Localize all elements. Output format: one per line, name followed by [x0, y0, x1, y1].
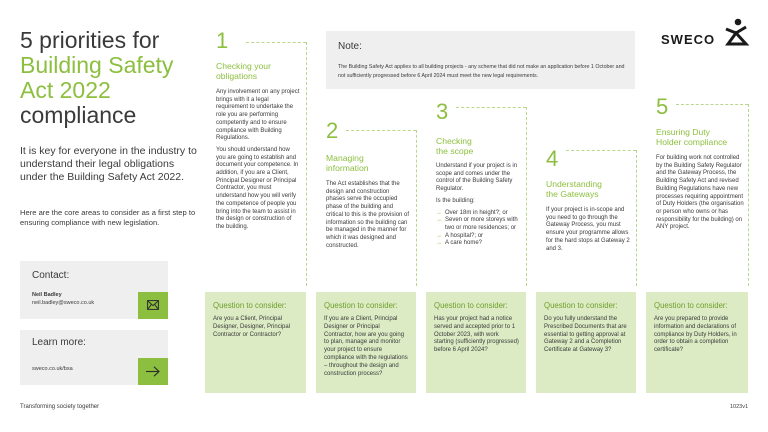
priority-3-paragraph-1: Understand if your project is in scope and comes under the control of the Building Safety Regulator. [436, 163, 518, 193]
priority-2-body [326, 181, 410, 254]
contact-email[interactable]: neil.badley@sweco.co.uk [32, 300, 95, 306]
question-3-text: Has your project had a notice served and accepted prior to 1 October 2023, with work starting (sufficiently progressed) before 6 April 2024? [434, 316, 519, 354]
learn-more-button[interactable] [138, 358, 168, 385]
priority-1-body [216, 89, 300, 236]
question-box-2 [316, 292, 416, 393]
priority-2-heading-line-2: information [326, 163, 369, 173]
contact-title: Contact: [32, 270, 70, 281]
priority-5-heading [656, 127, 751, 147]
priority-1-heading-line-2: obligations [216, 71, 258, 81]
question-1-title: Question to consider: [213, 301, 287, 310]
priority-4-body [546, 207, 630, 257]
priority-3-bullet-list [436, 210, 520, 249]
title-line-1: 5 priorities for [20, 27, 160, 53]
sweco-figure-icon [722, 18, 750, 48]
title-line-3: Act 2022 [20, 77, 111, 103]
question-5-text: Are you prepared to provide information and declarations of compliance by Duty Holders, in order to obtain a completion certificate? [654, 316, 737, 354]
connector-4 [566, 150, 636, 151]
priority-3-heading [436, 136, 526, 156]
connector-1 [246, 42, 306, 43]
priority-5-body [656, 155, 744, 236]
priority-4-paragraph-1: If your project is in-scope and you need to go through the Gateway Process, you must ensure your programme allows for the hard stops at Gateway 2 and 3. [546, 207, 630, 252]
question-2-text: If you are a Client, Principal Designer or Principal Contractor, how are you going to plan, manage and monitor your project to ensure compliance with the regulations – throughout the design and construction process? [324, 316, 408, 377]
priority-4-heading-line-2: the Gateways [546, 189, 599, 199]
priority-3-bullet-1: → Over 18m in height?; or [436, 210, 520, 218]
priority-1-paragraph-1: Any involvement on any project brings with it a legal requirement to undertake the role you are performing competently and to ensure compliance with Building Regulations. [216, 89, 300, 142]
footer-tagline: Transforming society together [20, 404, 100, 410]
question-4-title: Question to consider: [544, 301, 618, 310]
learn-more-title: Learn more: [32, 337, 86, 348]
connector-4-v [636, 150, 637, 286]
priority-2-heading [326, 153, 416, 173]
footer-code: 1023v1 [729, 404, 748, 410]
priority-3-bullet-3: → A hospital?; or [436, 233, 520, 241]
priority-5-heading-line-1: Ensuring Duty [656, 127, 710, 137]
priority-5-heading-line-2: Holder compliance [656, 137, 728, 147]
connector-2 [346, 130, 416, 131]
title-line-4: compliance [20, 102, 137, 128]
email-button[interactable] [138, 292, 168, 319]
priority-5-number: 5 [656, 94, 669, 119]
intro-text: Here are the core areas to consider as a first step to ensuring compliance with new legislation. [20, 208, 196, 227]
priority-2-heading-line-1: Managing [326, 153, 364, 163]
question-box-3 [426, 292, 526, 393]
contact-name: Neil Badley [32, 292, 62, 298]
priority-1-number: 1 [216, 28, 229, 53]
connector-2-v [416, 130, 417, 286]
title-line-2: Building Safety [20, 52, 174, 78]
question-1-text: Are you a Client, Principal Designer, Designer, Principal Contractor or Contractor? [213, 316, 291, 338]
priority-5-paragraph-1: For building work not controlled by the Building Safety Regulator and the Gateway Process, the Building Safety Act and revised Building Regulations have new processes requiring appointment of Duty Holders (the organisation or person who owns or has responsibility for the building) on ANY project. [656, 155, 744, 231]
priority-3-heading-line-2: the scope [436, 146, 474, 156]
priority-3-number: 3 [436, 99, 449, 124]
learn-more-link[interactable]: sweco.co.uk/bsa [32, 366, 73, 372]
lead-text: It is key for everyone in the industry to understand their legal obligations under the Building Safety Act 2022. [20, 145, 197, 183]
priority-3-bullet-4: → A care home? [436, 240, 520, 248]
question-5-title: Question to consider: [654, 301, 728, 310]
priority-1-heading [216, 61, 306, 81]
priority-3-bullet-2: → Seven or more storeys with two or more residences; or [436, 217, 520, 232]
note-text: The Building Safety Act applies to all building projects - any scheme that did not make an application before 1 October and not sufficiently progressed before 6 April 2024 must meet the new legal requirements. [338, 64, 625, 79]
connector-3 [456, 107, 526, 108]
connector-5 [676, 104, 748, 105]
page-title [20, 28, 200, 128]
question-2-title: Question to consider: [324, 301, 398, 310]
priority-2-paragraph-1: The Act establishes that the design and construction phases serve the occupied phase of the building and critical to this is the provision of information so the building can be managed in the manner for which it was designed and constructed. [326, 181, 410, 249]
connector-3-v [526, 107, 527, 286]
question-box-5 [646, 292, 748, 393]
priority-3-paragraph-2: Is the building: [436, 197, 475, 204]
priority-4-heading [546, 179, 636, 199]
question-box-1 [205, 292, 306, 393]
note-box [326, 31, 635, 89]
connector-1-v [306, 42, 307, 286]
priority-3-heading-line-1: Checking [436, 136, 472, 146]
priority-2-number: 2 [326, 118, 339, 143]
priority-3-body [436, 163, 520, 248]
question-box-4 [536, 292, 636, 393]
priority-4-heading-line-1: Understanding [546, 179, 602, 189]
note-title: Note: [338, 41, 362, 52]
question-3-title: Question to consider: [434, 301, 508, 310]
question-4-text: Do you fully understand the Prescribed Documents that are essential to getting approval at Gateway 2 and a Completion Certificate at Gateway 3? [544, 316, 627, 354]
priority-1-heading-line-1: Checking your [216, 61, 271, 71]
priority-1-paragraph-2: You should understand how you are going to establish and document your competence. In addition, if you are a Client, Principal Designer or Principal Contractor, you must understand how you will verify the competence of people you bring into the team to assist in the design or construction of the building. [216, 146, 299, 230]
mail-icon [147, 300, 159, 310]
arrow-right-icon [146, 366, 160, 377]
priority-4-number: 4 [546, 146, 559, 171]
sweco-logo: SWECO [661, 32, 716, 47]
